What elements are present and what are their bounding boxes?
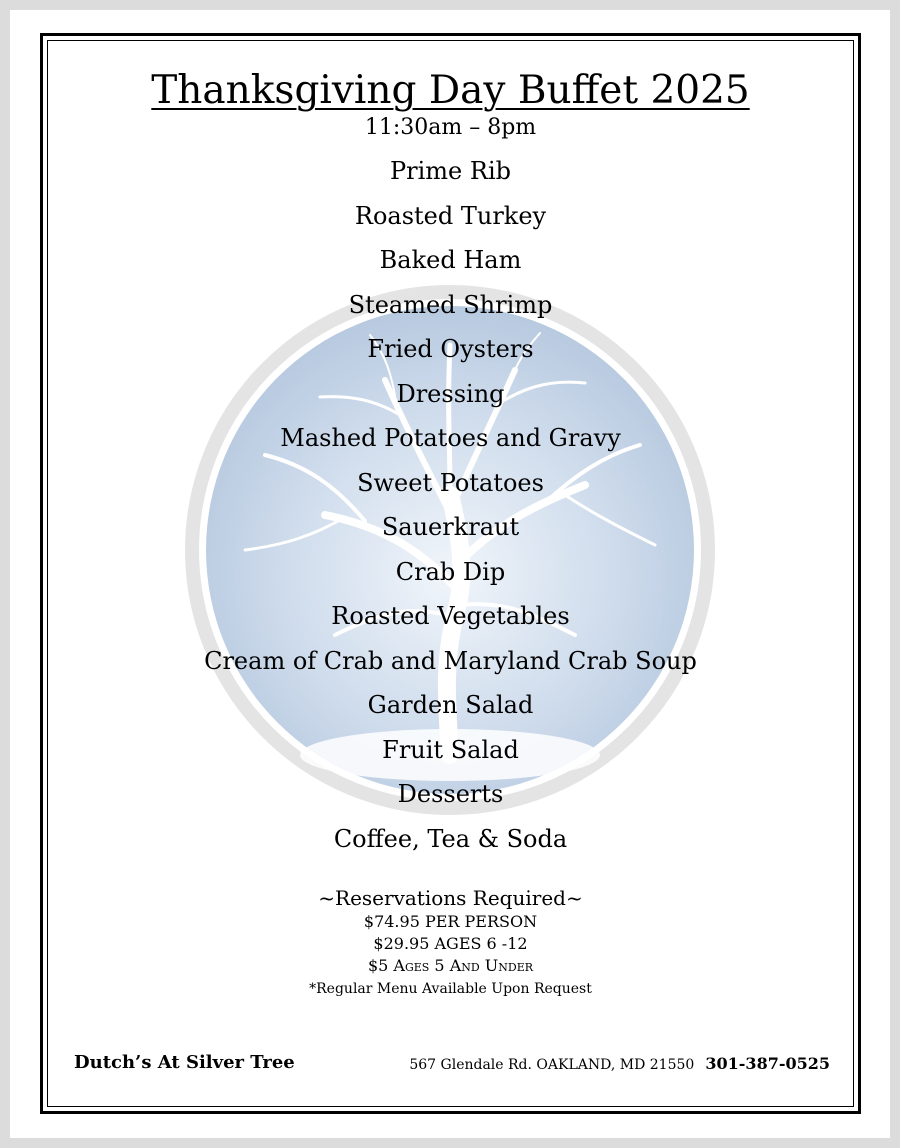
restaurant-phone: 301-387-0525 [705,1054,830,1073]
restaurant-address: 567 Glendale Rd. OAKLAND, MD 21550 [409,1057,695,1073]
buffet-item-fruit-salad: Fruit Salad [382,735,519,764]
buffet-item-roasted-turkey: Roasted Turkey [354,201,547,230]
buffet-item-mashed-potatoes: Mashed Potatoes and Gravy [280,424,621,452]
buffet-item-prime-rib: Prime Rib [390,157,511,185]
buffet-item-desserts: Desserts [397,780,504,808]
buffet-item-crab-soups: Cream of Crab and Maryland Crab Soup [204,646,697,675]
adult-price: $74.95 PER PERSON [363,912,538,931]
child-price: $29.95 AGES 6 -12 [373,934,528,953]
menu-title: Thanksgiving Day Buffet 2025 [151,68,750,113]
buffet-item-sauerkraut: Sauerkraut [381,513,520,541]
reservation-info [44,885,857,1001]
buffet-item-sweet-potatoes: Sweet Potatoes [357,468,544,497]
contact-info [409,1052,830,1077]
buffet-item-crab-dip: Crab Dip [395,557,506,586]
buffet-item-roasted-vegetables: Roasted Vegetables [331,602,570,630]
regular-menu-note: *Regular Menu Available Upon Request [309,981,592,997]
buffet-item-fried-oysters: Fried Oysters [367,335,534,363]
reservations-heading: ~Reservations Required~ [318,886,583,910]
buffet-item-dressing: Dressing [396,379,505,408]
service-hours: 11:30am – 8pm [364,115,537,140]
menu-content [44,37,857,1110]
restaurant-name: Dutch’s At Silver Tree [74,1052,295,1073]
buffet-item-garden-salad: Garden Salad [367,691,534,719]
buffet-item-steamed-shrimp: Steamed Shrimp [348,290,553,319]
buffet-item-list [44,154,857,866]
buffet-item-beverages: Coffee, Tea & Soda [333,824,568,853]
buffet-item-baked-ham: Baked Ham [379,246,522,274]
young-child-price: $5 Ages 5 And Under [367,956,534,975]
